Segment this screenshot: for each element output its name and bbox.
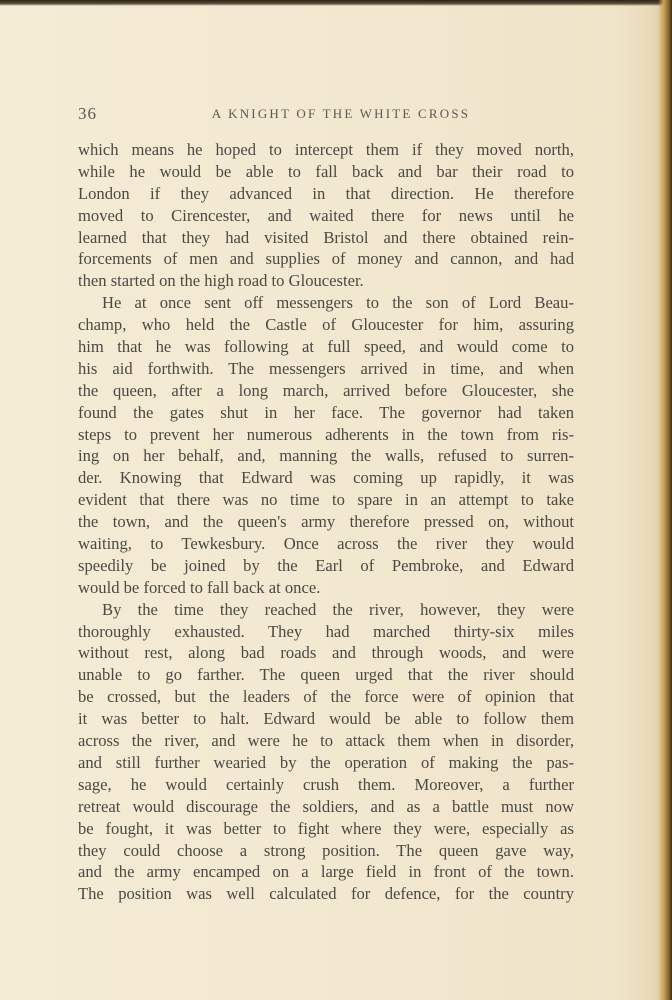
text-line: learned that they had visited Bristol and there obtained rein- (78, 227, 574, 247)
text-line: be fought, it was better to fight where they were, especially as (78, 818, 574, 838)
text-line: the queen, after a long march, arrived before Gloucester, she (78, 380, 574, 400)
text-line: unable to go farther. The queen urged that the river should (78, 665, 574, 685)
text-line: He at once sent off messengers to the son of Lord Beau- (102, 293, 574, 313)
text-line: forcements of men and supplies of money and cannon, and had (78, 249, 574, 269)
text-line: champ, who held the Castle of Gloucester for him, assuring (78, 315, 574, 335)
text-line: would be forced to fall back at once. (78, 577, 321, 597)
text-line: steps to prevent her numerous adherents in the town from ris- (78, 424, 574, 444)
text-line: evident that there was no time to spare in an attempt to take (78, 490, 574, 510)
text-line: without rest, along bad roads and through woods, and were (78, 643, 574, 663)
text-line: which means he hoped to intercept them if they moved north, (78, 140, 574, 159)
text-line: while he would be able to fall back and bar their road to (78, 161, 574, 181)
text-line: sage, he would certainly crush them. Moreover, a further (78, 774, 574, 794)
page-header (78, 104, 574, 126)
body-text (78, 139, 574, 905)
page-spine-edge (658, 0, 672, 1000)
text-line: then started on the high road to Gloucester. (78, 271, 364, 291)
text-line: speedily be joined by the Earl of Pembroke, and Edward (78, 555, 574, 575)
text-line: and still further wearied by the operation of making the pas- (78, 752, 574, 772)
text-line: moved to Cirencester, and waited there for news until he (78, 205, 574, 225)
text-line: ing on her behalf, and, manning the walls, refused to surren- (78, 446, 574, 466)
running-head: A KNIGHT OF THE WHITE CROSS (211, 106, 471, 121)
page-number: 36 (78, 104, 97, 123)
text-line: it was better to halt. Edward would be able to follow them (78, 709, 574, 729)
page-top-edge (0, 0, 672, 6)
text-line: der. Knowing that Edward was coming up rapidly, it was (78, 468, 574, 488)
text-line: waiting, to Tewkesbury. Once across the river they would (78, 534, 574, 554)
text-line: they could choose a strong position. The queen gave way, (78, 840, 574, 860)
text-line: The position was well calculated for defence, for the country (78, 884, 574, 904)
text-line: London if they advanced in that direction. He therefore (78, 183, 574, 203)
text-line: By the time they reached the river, however, they were (102, 599, 574, 619)
text-line: found the gates shut in her face. The governor had taken (78, 402, 574, 422)
text-line: thoroughly exhausted. They had marched thirty-six miles (78, 621, 574, 641)
text-line: him that he was following at full speed, and would come to (78, 337, 574, 357)
text-line: the town, and the queen's army therefore pressed on, without (78, 512, 574, 532)
text-line: his aid forthwith. The messengers arrived in time, and when (78, 358, 574, 378)
text-line: and the army encamped on a large field in front of the town. (78, 862, 574, 882)
text-line: retreat would discourage the soldiers, and as a battle must now (78, 796, 574, 816)
text-line: across the river, and were he to attack them when in disorder, (78, 731, 574, 751)
text-line: be crossed, but the leaders of the force were of opinion that (78, 687, 574, 707)
